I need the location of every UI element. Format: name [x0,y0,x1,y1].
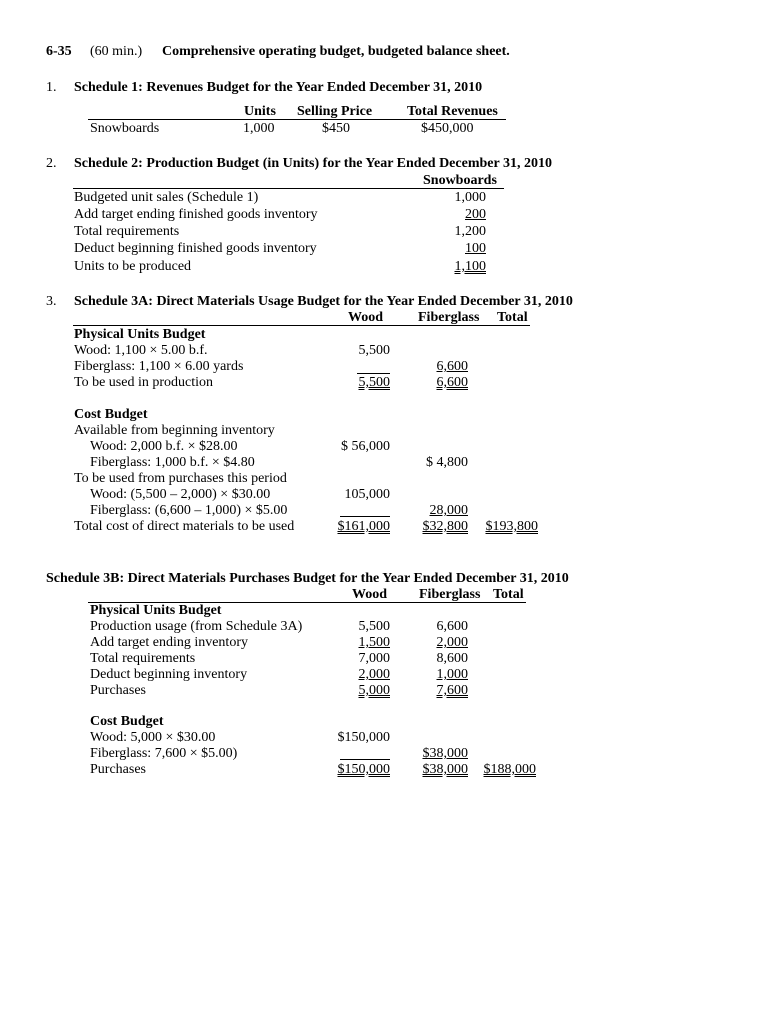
s1-header-rule [88,119,506,120]
s3a-phys-fiber: 6,600 [436,375,468,390]
s3b-cost-heading: Cost Budget [90,714,164,729]
s3b-phys-wood: 2,000 [358,667,390,682]
s3b-phys-label: Deduct beginning inventory [90,667,248,682]
s3a-cost-label: Wood: 2,000 b.f. × $28.00 [90,439,238,454]
s3a-cost-label: To be used from purchases this period [74,471,287,486]
s3b-cost-label: Wood: 5,000 × $30.00 [90,730,216,745]
s2-row-value: 1,100 [454,259,486,274]
s2-row-label: Add target ending finished goods inventory [74,207,318,222]
s3b-title: Schedule 3B: Direct Materials Purchases Budget for the Year Ended December 31, 2010 [46,571,569,586]
s2-row-label: Total requirements [74,224,180,239]
s3b-phys-wood: 1,500 [358,635,390,650]
s3b-cost-wood: $150,000 [337,730,390,745]
s1-number: 1. [46,80,57,95]
s2-row-value: 100 [465,241,486,256]
s3b-phys-label: Add target ending inventory [90,635,248,650]
s2-row-label: Budgeted unit sales (Schedule 1) [74,190,259,205]
s3a-cost-wood-rule [340,516,390,517]
s3a-cost-fiber: $32,800 [422,519,468,534]
s3a-cost-fiber: $ 4,800 [426,455,468,470]
s3b-phys-label: Production usage (from Schedule 3A) [90,619,303,634]
s3b-phys-label: Purchases [90,683,146,698]
s3a-number: 3. [46,294,57,309]
s3a-cost-label: Total cost of direct materials to be used [74,519,295,534]
s3a-cost-total: $193,800 [485,519,538,534]
s3b-phys-fiber: 6,600 [436,619,468,634]
s3a-phys-wood-rule [357,373,390,374]
s3a-phys-wood: 5,500 [358,343,390,358]
s1-row-units: 1,000 [243,121,275,136]
s2-row-value: 1,000 [454,190,486,205]
s3b-cost-label: Purchases [90,762,146,777]
s3b-cost-label: Fiberglass: 7,600 × $5.00) [90,746,238,761]
s3b-cost-wood: $150,000 [337,762,390,777]
s2-row-value: 1,200 [454,224,486,239]
s2-header-rule [73,188,504,189]
s1-title: Schedule 1: Revenues Budget for the Year Ended December 31, 2010 [74,80,483,95]
s3a-col-wood: Wood [348,310,384,325]
s3a-phys-label: Wood: 1,100 × 5.00 b.f. [74,343,208,358]
s3b-cost-fiber: $38,000 [422,762,468,777]
s3a-header-rule [73,325,530,326]
s3a-cost-label: Available from beginning inventory [74,423,275,438]
s3a-cost-wood: 105,000 [344,487,390,502]
s1-col-total: Total Revenues [407,104,498,119]
problem-number: 6-35 [46,44,72,59]
s3a-cost-label: Wood: (5,500 – 2,000) × $30.00 [90,487,271,502]
s3b-col-fiberglass: Fiberglass [419,587,481,602]
s3a-cost-wood: $ 56,000 [341,439,390,454]
s3b-phys-wood: 7,000 [358,651,390,666]
s3b-phys-wood: 5,000 [358,683,390,698]
s3a-cost-fiber: 28,000 [429,503,468,518]
s3a-col-fiberglass: Fiberglass [418,310,480,325]
problem-title: Comprehensive operating budget, budgeted balance sheet. [162,44,510,59]
s3b-phys-wood: 5,500 [358,619,390,634]
s3b-phys-fiber: 7,600 [436,683,468,698]
s3b-cost-total: $188,000 [483,762,536,777]
s3a-phys-fiber: 6,600 [436,359,468,374]
s2-title: Schedule 2: Production Budget (in Units) for the Year Ended December 31, 2010 [74,156,552,171]
s2-number: 2. [46,156,57,171]
s1-row-price: $450 [322,121,350,136]
s3b-phys-fiber: 2,000 [436,635,468,650]
s3b-cost-fiber: $38,000 [422,746,468,761]
s3a-physical-heading: Physical Units Budget [74,327,206,342]
s3a-phys-wood: 5,500 [358,375,390,390]
s3b-phys-label: Total requirements [90,651,196,666]
s3a-cost-label: Fiberglass: (6,600 – 1,000) × $5.00 [90,503,288,518]
s1-col-price: Selling Price [297,104,373,119]
s3b-cost-wood-rule [340,759,390,760]
s2-row-value: 200 [465,207,486,222]
s3a-phys-label: Fiberglass: 1,100 × 6.00 yards [74,359,244,374]
s1-row-label: Snowboards [90,121,160,136]
s3a-cost-wood: $161,000 [337,519,390,534]
s1-row-total: $450,000 [421,121,474,136]
s2-col-snowboards: Snowboards [423,173,497,188]
s3b-phys-fiber: 1,000 [436,667,468,682]
s3a-phys-label: To be used in production [74,375,213,390]
s2-row-label: Deduct beginning finished goods inventory [74,241,317,256]
s3a-title: Schedule 3A: Direct Materials Usage Budget for the Year Ended December 31, 2010 [74,294,573,309]
s3b-col-wood: Wood [352,587,388,602]
s3b-phys-fiber: 8,600 [436,651,468,666]
s1-col-units: Units [244,104,276,119]
problem-time: (60 min.) [90,44,143,59]
s3b-col-total: Total [493,587,524,602]
s3a-cost-label: Fiberglass: 1,000 b.f. × $4.80 [90,455,255,470]
s3a-cost-heading: Cost Budget [74,407,148,422]
s3b-physical-heading: Physical Units Budget [90,603,222,618]
s2-row-label: Units to be produced [74,259,192,274]
s3a-col-total: Total [497,310,528,325]
